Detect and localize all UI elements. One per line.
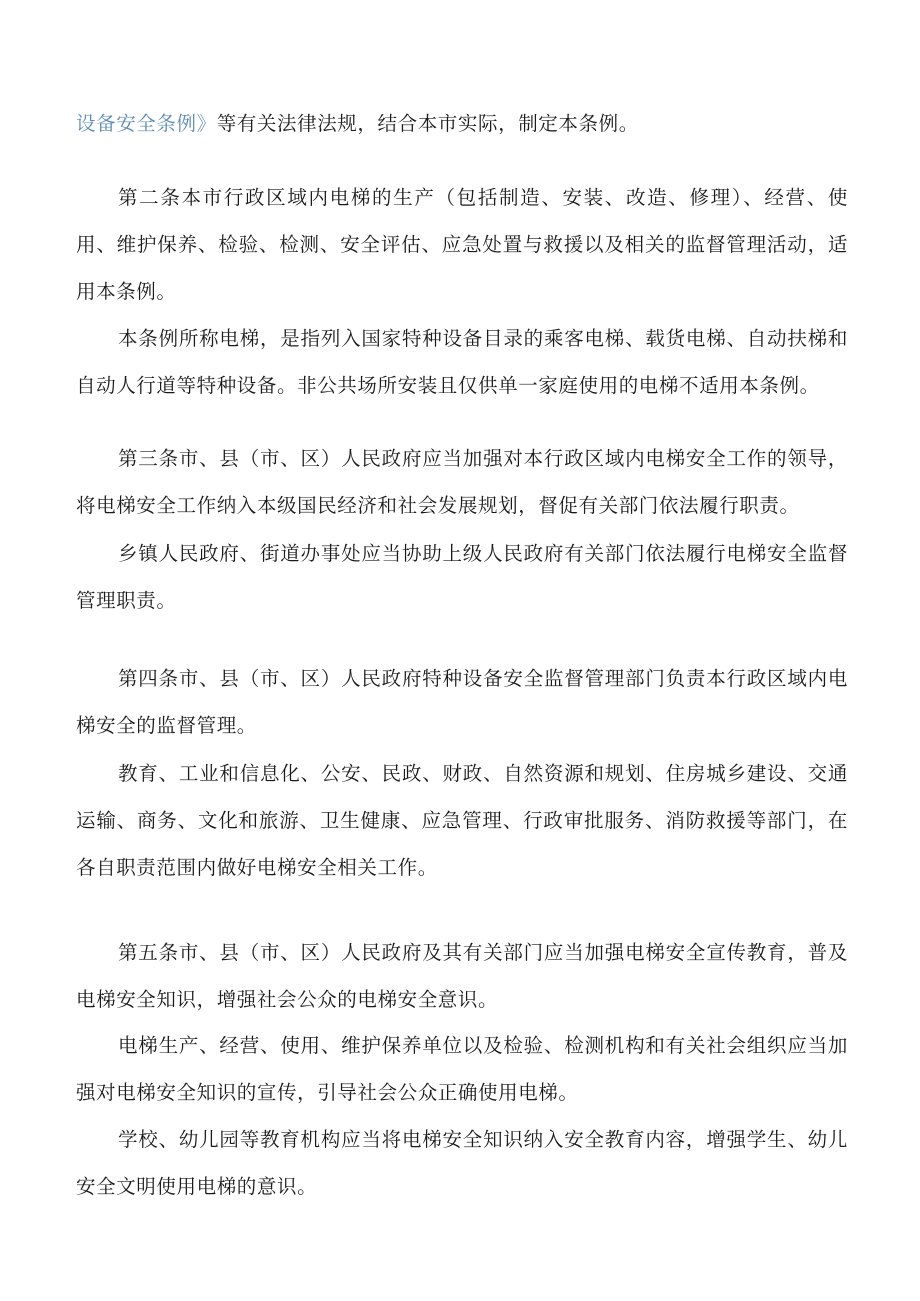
article-3-township-paragraph: 乡镇人民政府、街道办事处应当协助上级人民政府有关部门依法履行电梯安全监督管理职责。 bbox=[76, 542, 848, 612]
article-5-units-paragraph: 电梯生产、经营、使用、维护保养单位以及检验、检测机构和有关社会组织应当加强对电梯安全知识的宣传，引导社会公众正确使用电梯。 bbox=[76, 1034, 848, 1104]
article-3-paragraph: 第三条市、县（市、区）人民政府应当加强对本行政区域内电梯安全工作的领导，将电梯安全工作纳入本级国民经济和社会发展规划，督促有关部门依法履行职责。 bbox=[76, 447, 848, 517]
paragraph-continuation bbox=[76, 100, 848, 147]
article-2-definition-paragraph: 本条例所称电梯，是指列入国家特种设备目录的乘客电梯、载货电梯、自动扶梯和自动人行道等特种设备。非公共场所安装且仅供单一家庭使用的电梯不适用本条例。 bbox=[76, 327, 848, 397]
article-4-departments-paragraph: 教育、工业和信息化、公安、民政、财政、自然资源和规划、住房城乡建设、交通运输、商务、文化和旅游、卫生健康、应急管理、行政审批服务、消防救援等部门，在各自职责范围内做好电梯安全相关工作。 bbox=[76, 762, 848, 879]
article-5-schools-paragraph: 学校、幼儿园等教育机构应当将电梯安全知识纳入安全教育内容，增强学生、幼儿安全文明使用电梯的意识。 bbox=[76, 1128, 848, 1198]
paragraph-text: 等有关法律法规，结合本市实际，制定本条例。 bbox=[216, 112, 639, 135]
regulation-link[interactable]: 设备安全条例》 bbox=[76, 112, 217, 135]
article-2-paragraph: 第二条本市行政区域内电梯的生产（包括制造、安装、改造、修理）、经营、使用、维护保养、检验、检测、安全评估、应急处置与救援以及相关的监督管理活动，适用本条例。 bbox=[76, 186, 848, 303]
article-4-paragraph: 第四条市、县（市、区）人民政府特种设备安全监督管理部门负责本行政区域内电梯安全的监督管理。 bbox=[76, 667, 848, 737]
article-5-paragraph: 第五条市、县（市、区）人民政府及其有关部门应当加强电梯安全宣传教育，普及电梯安全知识，增强社会公众的电梯安全意识。 bbox=[76, 941, 848, 1011]
